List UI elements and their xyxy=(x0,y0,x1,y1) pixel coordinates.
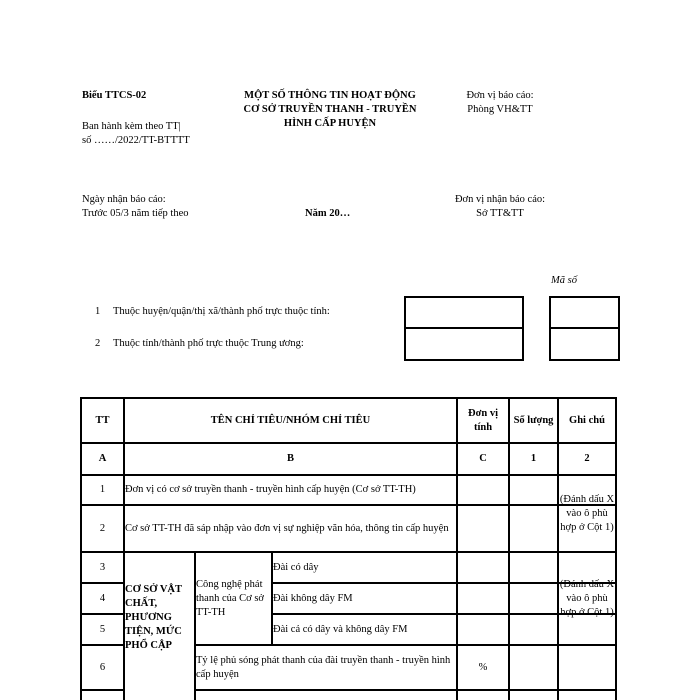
header-note: Ghi chú xyxy=(569,414,605,426)
issued-by-line-1: Ban hành kèm theo TT| xyxy=(82,121,181,132)
code-label: Mã số xyxy=(551,275,577,286)
row-1-tt: 1 xyxy=(99,484,106,495)
row-5-tt: 5 xyxy=(99,623,106,635)
row-6-tt: 6 xyxy=(99,661,106,673)
receiver-value: Sở TT&TT xyxy=(476,208,524,219)
reporter-label: Đơn vị báo cáo: xyxy=(466,90,534,101)
title-line-2: CƠ SỞ TRUYỀN THANH - TRUYỀN xyxy=(243,104,417,115)
row-4-name: Đài không dây FM xyxy=(273,592,353,604)
report-year: Năm 20… xyxy=(305,208,351,219)
row-2-tt: 2 xyxy=(99,522,106,534)
row-2-name: Cơ sở TT-TH đã sáp nhập vào đơn vị sự nghiệp văn hóa, thông tin cấp huyện xyxy=(125,522,449,534)
title-line-1: MỘT SỐ THÔNG TIN HOẠT ĐỘNG xyxy=(244,90,416,101)
row-1-name: Đơn vị có cơ sở truyền thanh - truyền hình cấp huyện (Cơ sở TT-TH) xyxy=(125,484,416,495)
col-letter-tt: A xyxy=(98,453,107,464)
code-row-2-text: Thuộc tỉnh/thành phố trực thuộc Trung ương: xyxy=(113,338,304,349)
code-row-1-num: 1 xyxy=(95,306,101,317)
code-row-2-num: 2 xyxy=(95,338,101,349)
form-code: Biểu TTCS-02 xyxy=(82,90,147,101)
header-tt: TT xyxy=(95,414,110,426)
header-name: TÊN CHỈ TIÊU/NHÓM CHỈ TIÊU xyxy=(210,414,371,426)
receive-date-value: Trước 05/3 năm tiếp theo xyxy=(82,208,189,219)
sub-group-label: Công nghệ phát thanh của Cơ sở TT-TH xyxy=(196,578,264,618)
row-3-name: Đài có dây xyxy=(273,561,319,573)
row-3-tt: 3 xyxy=(99,561,106,573)
issued-by-line-2: số ……/2022/TT-BTTTT xyxy=(82,135,190,146)
code-box-2-divider xyxy=(549,327,620,329)
row-5-name: Đài cả có dây và không dây FM xyxy=(273,623,408,635)
reporter-value: Phòng VH&TT xyxy=(467,104,533,115)
note-mark-rows-3-5: (Đánh dấu X vào ô phù hợp ở Cột 1) xyxy=(559,578,615,618)
col-letter-note: 2 xyxy=(584,453,590,464)
row-4-tt: 4 xyxy=(99,592,106,604)
row-6-unit: % xyxy=(478,661,488,673)
note-mark-rows-1-2: (Đánh dấu X vào ô phù hợp ở Cột 1) xyxy=(559,493,615,533)
code-box-1-divider xyxy=(404,327,524,329)
header-unit: Đơn vị tính xyxy=(467,407,499,433)
col-letter-qty: 1 xyxy=(530,453,537,464)
header-qty: Số lượng xyxy=(513,414,554,426)
receive-date-label: Ngày nhận báo cáo: xyxy=(82,194,166,205)
title-line-3: HÌNH CẤP HUYỆN xyxy=(283,118,377,129)
group-label: CƠ SỞ VẬT CHẤT, PHƯƠNG TIỆN, MỨC PHỔ CẬP xyxy=(125,584,182,651)
receiver-label: Đơn vị nhận báo cáo: xyxy=(454,194,546,205)
col-letter-unit: C xyxy=(479,453,487,464)
code-row-1-text: Thuộc huyện/quận/thị xã/thành phố trực thuộc tỉnh: xyxy=(113,306,330,317)
col-letter-name: B xyxy=(286,453,294,464)
row-6-name: Tỷ lệ phủ sóng phát thanh của đài truyền thanh - truyền hình cấp huyện xyxy=(196,654,451,680)
